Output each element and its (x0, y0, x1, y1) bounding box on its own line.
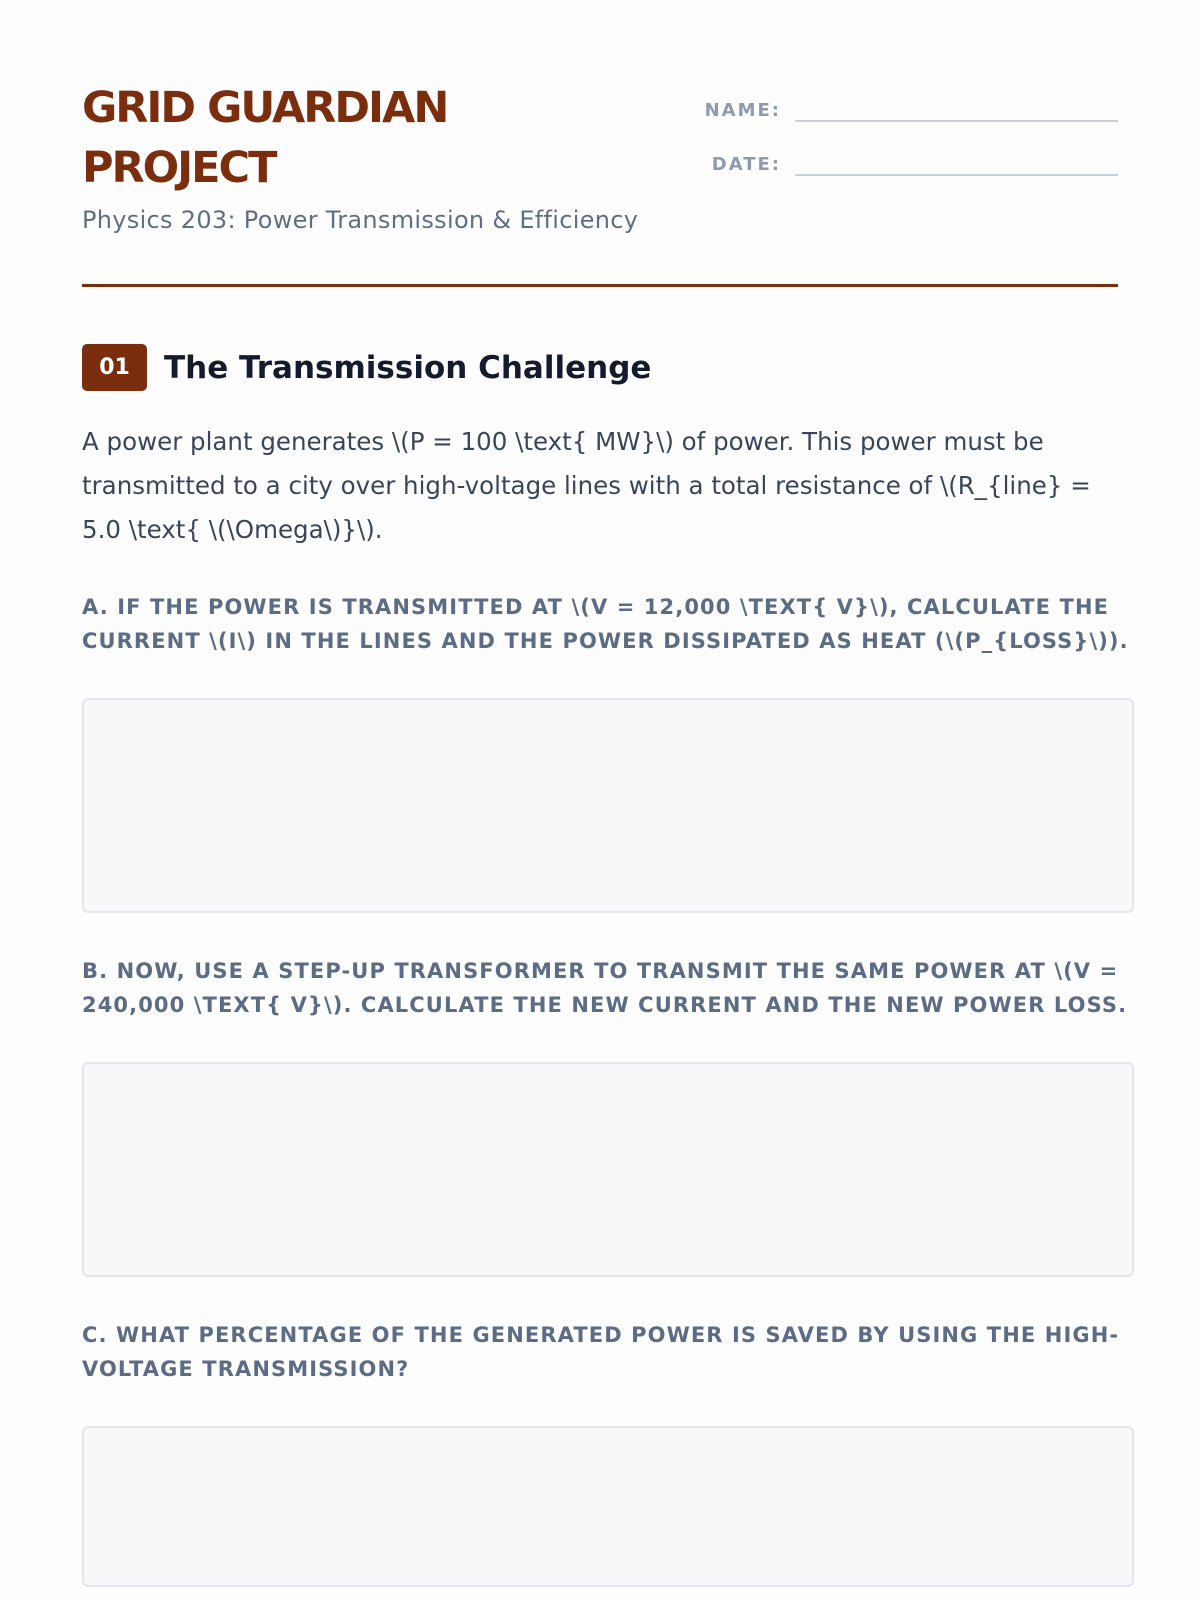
section-title: The Transmission Challenge (164, 349, 652, 386)
question-a: A. IF THE POWER IS TRANSMITTED AT \(V = 12,000 \TEXT{ V}\), CALCULATE THE CURRENT \(I\) IN THE LINES AND THE POWER DISSIPATED AS HEAT (\(P_{LOSS}\)). (82, 595, 1129, 653)
page-title: GRID GUARDIAN PROJECT (82, 83, 448, 193)
worksheet-header (82, 0, 1118, 287)
answer-box-c[interactable] (82, 1426, 1134, 1587)
name-field[interactable] (795, 88, 1118, 122)
section-number-badge: 01 (82, 344, 147, 391)
name-label: NAME: (704, 100, 781, 121)
course-subtitle: Physics 203: Power Transmission & Efficiency (82, 206, 639, 234)
problem-statement: A power plant generates \(P = 100 \text{ MW}\) of power. This power must be transmitted to a city over high-voltage lines with a total resistance of \(R_{line} = 5.0 \text{ \(\Omega\)}\). (82, 427, 1091, 544)
date-label: DATE: (711, 154, 781, 175)
date-row (671, 142, 1118, 176)
name-row (671, 88, 1118, 122)
answer-box-b[interactable] (82, 1062, 1134, 1277)
question-b: B. NOW, USE A STEP-UP TRANSFORMER TO TRANSMIT THE SAME POWER AT \(V = 240,000 \TEXT{ V}\). CALCULATE THE NEW CURRENT AND THE NEW POWER LOSS. (82, 959, 1128, 1017)
section-heading (82, 344, 651, 391)
answer-box-a[interactable] (82, 698, 1134, 913)
date-field[interactable] (795, 142, 1118, 176)
question-c: C. WHAT PERCENTAGE OF THE GENERATED POWER IS SAVED BY USING THE HIGH-VOLTAGE TRANSMISSION? (82, 1323, 1120, 1381)
